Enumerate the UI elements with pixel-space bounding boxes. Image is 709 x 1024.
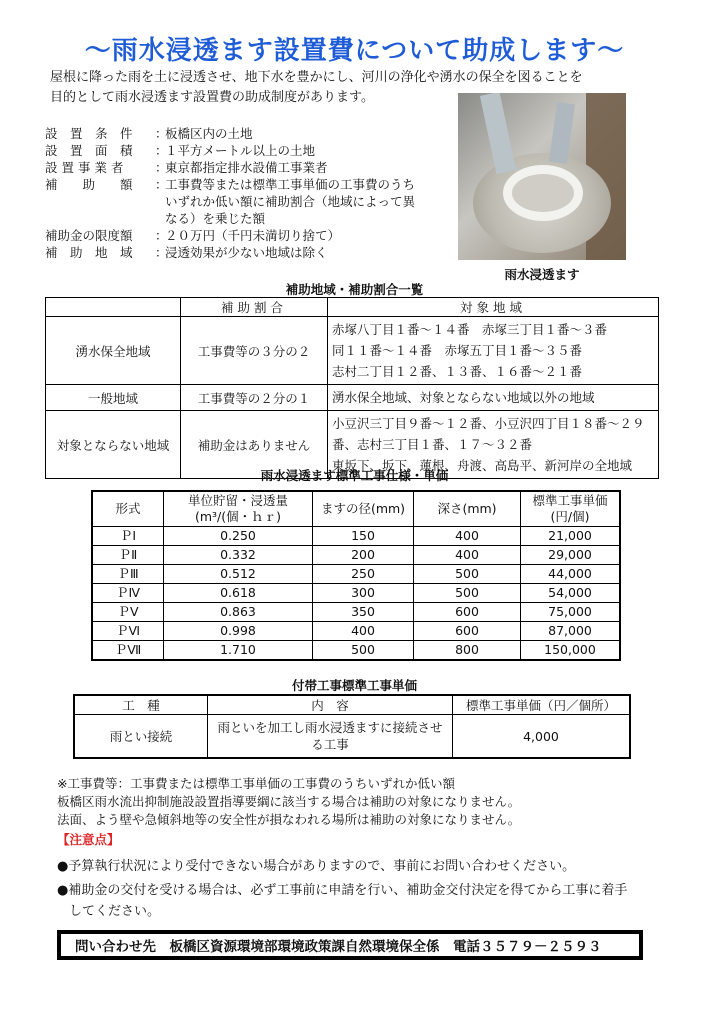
type-cell: ＰⅢ	[92, 565, 164, 584]
rate-cell: 補助金はありません	[181, 411, 328, 479]
caution-item: ●補助金の交付を受ける場合は、必ず工事前に申請を行い、補助金交付決定を得てから工事に着手	[57, 883, 628, 898]
area-line: 小豆沢三丁目９番～１２番、小豆沢四丁目１８番～２９番、志村三丁目１番、１７～３２番	[332, 416, 645, 452]
diameter-cell: 150	[313, 527, 414, 546]
volume-cell: 0.618	[164, 584, 313, 603]
table-row	[92, 584, 620, 603]
rate-cell: 工事費等の３分の２	[181, 317, 328, 385]
price-cell: 75,000	[521, 603, 621, 622]
condition-row: 設 置 面 積 ： １平方メートル以上の土地	[45, 142, 415, 159]
volume-cell: 0.250	[164, 527, 313, 546]
subsidy-table-title: 補助地域・補助割合一覧	[285, 282, 424, 297]
spec-table	[91, 490, 621, 661]
table-header: 標準工事単価（円／個所）	[453, 695, 631, 715]
region-cell: 対象とならない地域	[46, 411, 181, 479]
subsidy-table	[45, 297, 659, 479]
rate-cell: 工事費等の２分の１	[181, 385, 328, 411]
caution-item-continued: してください。	[69, 904, 161, 919]
condition-value: １平方メートル以上の土地	[165, 143, 316, 158]
contact-box: 問い合わせ先 板橋区資源環境部環境政策課自然環境保全係 電話３５７９－２５９３	[57, 930, 643, 960]
condition-row: 設 置 条 件 ： 板橋区内の土地	[45, 125, 415, 142]
table-header: 補助割合	[181, 298, 328, 317]
work-content-cell: 雨といを加工し雨水浸透ますに接続させる工事	[208, 715, 453, 759]
extra-work-table	[73, 694, 631, 759]
type-cell: ＰⅣ	[92, 584, 164, 603]
table-header	[46, 298, 181, 317]
condition-label: 補 助 地 域	[45, 245, 133, 260]
areas-cell	[328, 317, 659, 385]
table-row	[92, 527, 620, 546]
note-line: 板橋区雨水流出抑制施設設置指導要綱に該当する場合は補助の対象になりません。	[57, 794, 521, 809]
intro-line: 屋根に降った雨を土に浸透させ、地下水を豊かにし、河川の浄化や湧水の保全を図ることを	[50, 70, 583, 85]
depth-cell: 800	[414, 641, 521, 661]
table-header: 形式	[92, 491, 164, 527]
page-title: ～雨水浸透ます設置費について助成します～	[84, 36, 625, 66]
diameter-cell: 500	[313, 641, 414, 661]
condition-label: 補 助 額	[45, 177, 133, 192]
volume-cell: 0.863	[164, 603, 313, 622]
area-line: 赤塚八丁目１番～１４番 赤塚三丁目１番～３番	[332, 322, 608, 337]
area-line: 湧水保全地域、対象とならない地域以外の地域	[332, 390, 595, 405]
spec-table-title: 雨水浸透ます標準工事仕様・単価	[260, 468, 449, 483]
condition-label: 補助金の限度額	[45, 228, 133, 243]
price-cell: 29,000	[521, 546, 621, 565]
region-cell: 湧水保全地域	[46, 317, 181, 385]
area-line: 同１１番～１４番 赤塚五丁目１番～３５番	[332, 343, 583, 358]
depth-cell: 400	[414, 527, 521, 546]
area-line: 東坂下、坂下、蓮根、舟渡、高島平、新河岸の全地域	[332, 458, 633, 473]
table-header: 内 容	[208, 695, 453, 715]
type-cell: ＰⅦ	[92, 641, 164, 661]
type-cell: ＰⅥ	[92, 622, 164, 641]
work-type-cell: 雨とい接続	[74, 715, 208, 759]
infiltration-basin-photo	[458, 93, 626, 260]
table-header: 単位貯留・浸透量(m³/(個・ｈｒ)	[164, 491, 313, 527]
table-row	[92, 622, 620, 641]
note-line: ※工事費等：工事費または標準工事単価の工事費のうちいずれか低い額	[57, 776, 455, 791]
depth-cell: 400	[414, 546, 521, 565]
region-cell: 一般地域	[46, 385, 181, 411]
depth-cell: 600	[414, 622, 521, 641]
caution-list	[57, 856, 667, 925]
type-cell: ＰⅤ	[92, 603, 164, 622]
caution-label: 【注意点】	[57, 832, 120, 847]
condition-value: 工事費等または標準工事単価の工事費のうちいずれか低い額に補助割合（地域によって異なる）を乗じた額	[165, 177, 416, 226]
depth-cell: 500	[414, 584, 521, 603]
type-cell: ＰⅠ	[92, 527, 164, 546]
condition-row: 補助金の限度額 ： ２０万円（千円未満切り捨て）	[45, 227, 415, 244]
condition-row: 補 助 額 ： 工事費等または標準工事単価の工事費のうちいずれか低い額に補助割合（地域によって異なる）を乗じた額	[45, 177, 416, 226]
table-header: 工 種	[74, 695, 208, 715]
note-line: 法面、よう壁や急傾斜地等の安全性が損なわれる場所は補助の対象になりません。	[57, 812, 521, 827]
volume-cell: 0.998	[164, 622, 313, 641]
table-row	[92, 565, 620, 584]
table-header: 対象地域	[328, 298, 659, 317]
price-cell: 54,000	[521, 584, 621, 603]
table-row	[92, 546, 620, 565]
areas-cell	[328, 385, 659, 411]
condition-value: 東京都指定排水設備工事業者	[165, 160, 328, 175]
notes	[57, 775, 677, 829]
table-row	[92, 641, 620, 661]
diameter-cell: 350	[313, 603, 414, 622]
price-cell: 87,000	[521, 622, 621, 641]
table-row	[92, 603, 620, 622]
caution-item: ●予算執行状況により受付できない場合がありますので、事前にお問い合わせください。	[57, 859, 576, 874]
condition-label: 設 置 条 件	[45, 126, 133, 141]
volume-cell: 1.710	[164, 641, 313, 661]
condition-label: 設 置 面 積	[45, 143, 133, 158]
condition-value: 浸透効果が少ない地域は除く	[165, 245, 328, 260]
depth-cell: 600	[414, 603, 521, 622]
conditions-list	[45, 125, 415, 261]
table-row	[74, 715, 630, 759]
condition-label: 設 置 事 業 者	[45, 160, 124, 175]
table-row	[46, 385, 659, 411]
volume-cell: 0.512	[164, 565, 313, 584]
volume-cell: 0.332	[164, 546, 313, 565]
photo-caption: 雨水浸透ます	[504, 267, 580, 282]
condition-row: 設 置 事 業 者 ： 東京都指定排水設備工事業者	[45, 159, 415, 176]
diameter-cell: 200	[313, 546, 414, 565]
diameter-cell: 250	[313, 565, 414, 584]
price-cell: 21,000	[521, 527, 621, 546]
intro-line: 目的として雨水浸透ます設置費の助成制度があります。	[50, 90, 374, 105]
area-line: 志村二丁目１２番、１３番、１６番～２１番	[332, 364, 583, 379]
condition-value: ２０万円（千円未満切り捨て）	[165, 228, 341, 243]
price-cell: 150,000	[521, 641, 621, 661]
table-row	[46, 317, 659, 385]
depth-cell: 500	[414, 565, 521, 584]
price-cell: 44,000	[521, 565, 621, 584]
table-header: 深さ(mm)	[414, 491, 521, 527]
diameter-cell: 400	[313, 622, 414, 641]
extra-table-title: 付帯工事標準工事単価	[291, 678, 417, 693]
diameter-cell: 300	[313, 584, 414, 603]
condition-row: 補 助 地 域 ： 浸透効果が少ない地域は除く	[45, 244, 415, 261]
type-cell: ＰⅡ	[92, 546, 164, 565]
table-header: 標準工事単価(円/個)	[521, 491, 621, 527]
table-header: ますの径(mm)	[313, 491, 414, 527]
work-price-cell: 4,000	[453, 715, 631, 759]
condition-value: 板橋区内の土地	[165, 126, 253, 141]
